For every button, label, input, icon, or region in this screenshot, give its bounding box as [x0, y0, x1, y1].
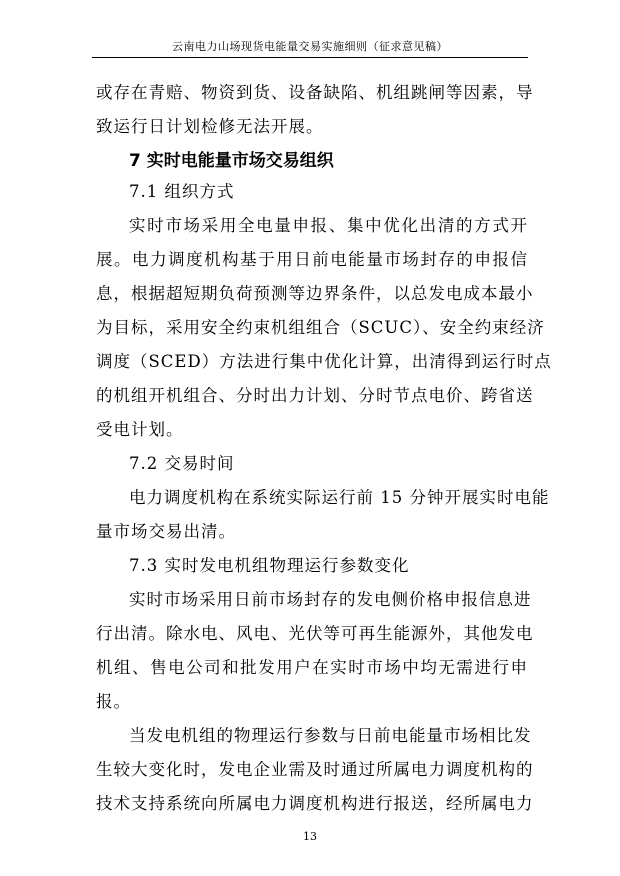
body-line: 机组、售电公司和批发用户在实时市场中均无需进行申: [96, 658, 528, 677]
body-line: 行出清。除水电、风电、光伏等可再生能源外，其他发电: [96, 624, 534, 643]
body-line: 生较大变化时，发电企业需及时通过所属电力调度机构的: [96, 760, 534, 779]
subsection-heading: 7.3 实时发电机组物理运行参数变化: [129, 556, 410, 575]
body-line: 致运行日计划检修无法开展。: [96, 117, 324, 136]
header-rule: [92, 57, 528, 58]
body-line: 量市场交易出清。: [96, 522, 236, 541]
page-number: 13: [303, 830, 317, 843]
body-line: 技术支持系统向所属电力调度机构进行报送，经所属电力: [96, 794, 534, 813]
body-line: 的机组开机组合、分时出力计划、分时节点电价、跨省送: [96, 386, 534, 405]
body-line: 实时市场采用全电量申报、集中优化出清的方式开: [129, 216, 528, 235]
body-line: 受电计划。: [96, 420, 184, 439]
body-line: 或存在青赔、物资到货、设备缺陷、机组跳闸等因素，导: [96, 83, 534, 102]
body-line: 报。: [96, 692, 131, 711]
body-line: 为目标，采用安全约束机组组合（SCUC）、安全约束经济: [96, 318, 545, 337]
body-line: 展。电力调度机构基于用日前电能量市场封存的申报信: [96, 250, 528, 269]
subsection-heading: 7.2 交易时间: [129, 454, 235, 473]
body-line: 当发电机组的物理运行参数与日前电能量市场相比发: [129, 726, 532, 745]
body-line: 息，根据超短期负荷预测等边界条件，以总发电成本最小: [96, 284, 534, 303]
body-line: 实时市场采用日前市场封存的发电侧价格申报信息进: [129, 590, 532, 609]
running-header: 云南电力山场现货电能量交易实施细则（征求意见稿）: [172, 40, 448, 53]
body-line: 调度（SCED）方法进行集中优化计算，出清得到运行时点: [96, 352, 552, 371]
body-line: 电力调度机构在系统实际运行前 15 分钟开展实时电能: [129, 488, 550, 507]
section-heading: 7 实时电能量市场交易组织: [129, 151, 334, 171]
subsection-heading: 7.1 组织方式: [129, 182, 235, 201]
